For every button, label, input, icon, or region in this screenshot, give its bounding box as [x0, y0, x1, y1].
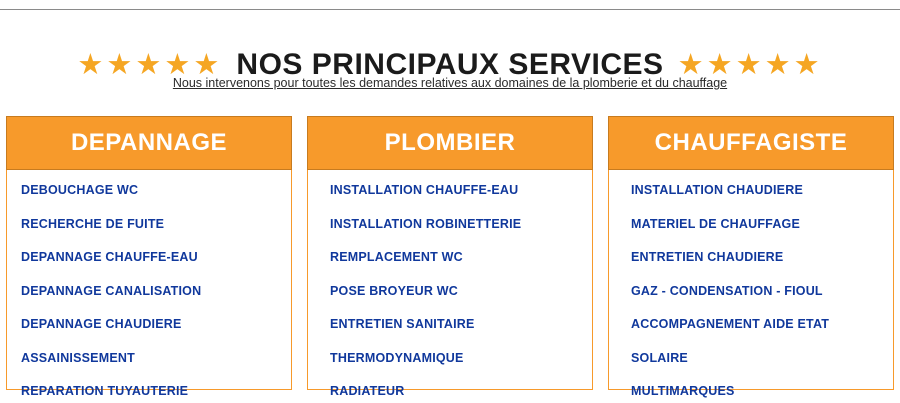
service-columns: [0, 116, 900, 398]
top-divider: [0, 9, 900, 10]
card-title: DEPANNAGE: [70, 129, 228, 156]
list-item[interactable]: RADIATEUR: [330, 384, 405, 398]
service-card-depannage: [6, 116, 292, 398]
list-item[interactable]: THERMODYNAMIQUE: [330, 350, 464, 365]
card-body-plombier: [307, 170, 593, 398]
card-title: CHAUFFAGISTE: [654, 129, 848, 156]
list-item[interactable]: DEBOUCHAGE WC: [21, 183, 139, 197]
card-title: PLOMBIER: [384, 129, 516, 156]
card-body-chauffagiste: [608, 170, 894, 398]
list-item[interactable]: DEPANNAGE CHAUFFE-EAU: [21, 250, 198, 264]
list-item[interactable]: ASSAINISSEMENT: [21, 350, 135, 365]
stars-left-icon: ★★★★★: [77, 48, 223, 81]
list-item[interactable]: ENTRETIEN SANITAIRE: [330, 317, 475, 331]
stars-right-icon: ★★★★★: [677, 48, 823, 81]
card-body-depannage: [6, 170, 292, 398]
list-item[interactable]: ENTRETIEN CHAUDIERE: [631, 250, 784, 264]
list-item[interactable]: DEPANNAGE CANALISATION: [21, 283, 202, 298]
card-header-depannage: [6, 116, 292, 170]
list-item[interactable]: DEPANNAGE CHAUDIERE: [21, 317, 182, 331]
page-title: NOS PRINCIPAUX SERVICES: [236, 48, 664, 82]
list-item[interactable]: POSE BROYEUR WC: [330, 283, 459, 298]
list-item[interactable]: REPARATION TUYAUTERIE: [21, 384, 189, 398]
list-item[interactable]: INSTALLATION CHAUDIERE: [631, 183, 803, 197]
list-item[interactable]: INSTALLATION ROBINETTERIE: [330, 216, 522, 231]
page-heading: [0, 28, 900, 102]
card-header-chauffagiste: [608, 116, 894, 170]
list-item[interactable]: RECHERCHE DE FUITE: [21, 216, 165, 231]
service-card-chauffagiste: [608, 116, 894, 398]
list-item[interactable]: MATERIEL DE CHAUFFAGE: [631, 216, 801, 231]
list-item[interactable]: MULTIMARQUES: [631, 384, 735, 398]
card-header-plombier: [307, 116, 593, 170]
page-subtitle: Nous intervenons pour toutes les demandes relatives aux domaines de la plomberie et du chauffage: [172, 76, 728, 90]
list-item[interactable]: SOLAIRE: [631, 350, 688, 365]
list-item[interactable]: INSTALLATION CHAUFFE-EAU: [330, 183, 519, 197]
service-card-plombier: [307, 116, 593, 398]
list-item[interactable]: GAZ - CONDENSATION - FIOUL: [631, 283, 823, 298]
list-item[interactable]: ACCOMPAGNEMENT AIDE ETAT: [631, 317, 830, 331]
list-item[interactable]: REMPLACEMENT WC: [330, 250, 463, 264]
